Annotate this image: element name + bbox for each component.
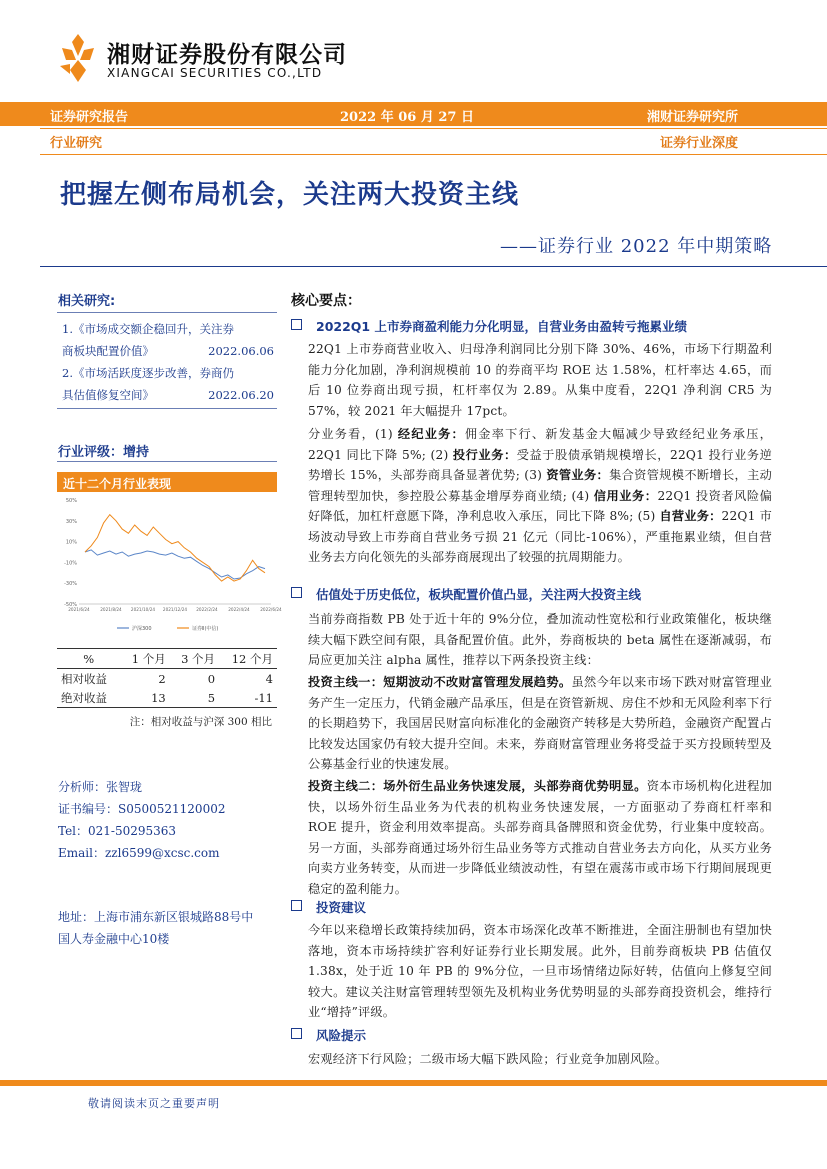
paragraph: 分业务看，(1) 经纪业务：佣金率下行、新发基金大幅减少导致经纪业务承压，22Q1 同比下降 5%; (2) 投行业务：受益于股债承销规模增长，22Q1 投行业务逆势增长 15%，头部券商具备显著优势; (3) 资管业务：集合资管规模不断增长，主动管理转型加快，参控股公募基金增厚券商业绩; (4) 信用业务：22Q1 投资者风险偏好降低，加杠杆意愿下降，净利息收入承压，同比下降 8%; (5) 自营业务：22Q1 市场波动导致上市券商自营业务亏损 21 亿元（同比-106%），严重拖累业绩，但自营业务去方向化领先的头部券商展现出了较强的抗周期能力。 (308, 427, 773, 564)
y-tick-label: -10% (64, 560, 77, 567)
chart-title-bar: 近十二个月行业表现 (57, 472, 277, 492)
section-heading: 风险提示 (291, 1026, 366, 1044)
legend-label: 证券Ⅱ(中信) (192, 626, 219, 632)
x-tick-label: 2021/6/24 (68, 607, 90, 612)
y-tick-label: 50% (65, 498, 77, 504)
performance-table (57, 648, 277, 708)
address-line: 国人寿金融中心10楼 (58, 932, 170, 946)
paragraph: 宏观经济下行风险；二级市场大幅下跌风险；行业竞争加剧风险。 (308, 1052, 668, 1066)
company-name-cn: 湘财证券股份有限公司 (107, 42, 347, 68)
checkbox-bullet-icon (291, 587, 302, 598)
company-logo-icon (58, 32, 98, 84)
section-heading: 投资建议 (291, 898, 366, 916)
rating-divider (57, 461, 277, 462)
table-row: 绝对收益 13 5 -11 (57, 688, 277, 708)
report-category: 行业研究 (50, 136, 103, 151)
related-research-heading: 相关研究: (58, 294, 116, 309)
report-date: 2022 年 06 月 27 日 (340, 110, 474, 125)
y-tick-label: -30% (64, 581, 77, 588)
table-header: 12 个月 (219, 649, 277, 669)
section-heading: 2022Q1 上市券商盈利能力分化明显，自营业务由盈转亏拖累业绩 (291, 317, 687, 335)
series-line (85, 550, 265, 579)
analyst-cert: 证书编号：S0500521120002 (58, 802, 226, 816)
footer-disclaimer[interactable]: 敬请阅读末页之重要声明 (88, 1097, 220, 1110)
header-divider (40, 128, 827, 129)
subheader-divider (40, 154, 827, 155)
y-tick-label: 30% (65, 518, 77, 525)
table-header: 3 个月 (170, 649, 219, 669)
legend-label: 沪深300 (132, 626, 152, 632)
paragraph: 当前券商指数 PB 处于近十年的 9%分位，叠加流动性宽松和行业政策催化，板块继续大幅下跌空间有限，具备配置价值。此外，券商板块的 beta 属性在逐渐减弱，布局应更加关注 alpha 属性，推荐以下两条投资主线： (308, 612, 772, 667)
paragraph: 22Q1 上市券商营业收入、归母净利润同比分别下降 30%、46%，市场下行期盈利能力分化加剧，净利润规模前 10 的券商平均 ROE 达 1.58%，杠杆率达 4.65，而后 10 位券商出现亏损，杠杆率仅为 2.89。从集中度看，22Q1 净利润 CR5 为 57%，较 2021 年大幅提升 17pct。 (308, 342, 772, 418)
paragraph: 今年以来稳增长政策持续加码，资本市场深化改革不断推进，全面注册制也有望加快落地，资本市场持续扩容利好证券行业长期发展。此外，目前券商板块 PB 估值仅 1.38x，处于近 10 年 PB 的 9%分位，一旦市场情绪边际好转，估值向上修复空间较大。建议关注财富管理转型领先及机构业务优势明显的头部券商投资机会，维持行业“增持”评级。 (308, 923, 772, 1019)
industry-performance-chart (57, 494, 282, 640)
table-header: % (57, 649, 120, 669)
related-divider (57, 408, 277, 409)
address-line: 地址：上海市浦东新区银城路88号中 (58, 910, 254, 924)
institute-name: 湘财证券研究所 (647, 110, 739, 125)
related-item[interactable]: 1.《市场成交额企稳回升，关注券 商板块配置价值》 2022.06.06 (62, 322, 274, 358)
page-subtitle: ——证券行业 2022 年中期策略 (500, 236, 773, 257)
paragraph: 投资主线一：短期波动不改财富管理发展趋势。虽然今年以来市场下跌对财富管理业务产生一定压力，代销金融产品承压，但是在资管新规、房住不炒和无风险利率下行的长期趋势下，我国居民财富向标准化的金融资产转移是大势所趋，金融资产配置占比较发达国家仍有较大提升空间。未来，券商财富管理业务将受益于买方投顾转型及公募基金行业的快速发展。 (308, 675, 772, 771)
analyst-name: 分析师：张智珑 (58, 780, 143, 794)
title-divider (40, 266, 827, 267)
header-band (0, 102, 827, 126)
x-tick-label: 2021/10/24 (130, 607, 156, 612)
x-tick-label: 2022/6/24 (260, 607, 282, 612)
x-tick-label: 2022/4/24 (228, 607, 250, 612)
x-tick-label: 2022/2/24 (196, 607, 218, 612)
y-tick-label: 10% (65, 539, 77, 546)
paragraph: 投资主线二：场外衍生品业务快速发展，头部券商优势明显。资本市场机构化进程加快，以场外衍生品业务为代表的机构业务快速发展，一方面驱动了券商杠杆率和 ROE 提升，资金利用效率提高。头部券商具备牌照和资金优势，行业集中度较高。另一方面，头部券商通过场外衍生品业务等方式推动自营业务去方向化，从买方业务向卖方业务转变，从而进一步降低业绩波动性，有望在震荡市或市场下行期间展现更稳定的盈利能力。 (308, 779, 773, 896)
table-note: 注：相对收益与沪深 300 相比 (129, 716, 272, 728)
analyst-email[interactable]: Email：zzl6599@xcsc.com (58, 846, 220, 860)
report-type: 证券研究报告 (50, 110, 129, 125)
company-name-en: XIANGCAI SECURITIES CO.,LTD (107, 66, 323, 80)
x-tick-label: 2021/8/24 (100, 607, 122, 612)
related-item[interactable]: 2.《市场活跃度逐步改善，券商仍 具估值修复空间》 2022.06.20 (62, 366, 274, 402)
checkbox-bullet-icon (291, 319, 302, 330)
checkbox-bullet-icon (291, 900, 302, 911)
industry-rating: 行业评级：增持 (58, 445, 150, 460)
checkbox-bullet-icon (291, 1028, 302, 1039)
related-divider (57, 312, 277, 313)
table-header: 1 个月 (120, 649, 169, 669)
analyst-tel: Tel：021-50295363 (58, 824, 177, 838)
table-row: 相对收益 2 0 4 (61, 671, 273, 686)
y-tick-label: -50% (64, 602, 77, 608)
footer-band (0, 1080, 827, 1086)
report-subcategory: 证券行业深度 (660, 136, 739, 151)
core-points-heading: 核心要点： (291, 293, 361, 309)
section-heading: 估值处于历史低位，板块配置价值凸显，关注两大投资主线 (291, 585, 641, 603)
series-line (85, 515, 265, 582)
page-title: 把握左侧布局机会，关注两大投资主线 (60, 180, 520, 210)
x-tick-label: 2021/12/24 (162, 607, 188, 612)
